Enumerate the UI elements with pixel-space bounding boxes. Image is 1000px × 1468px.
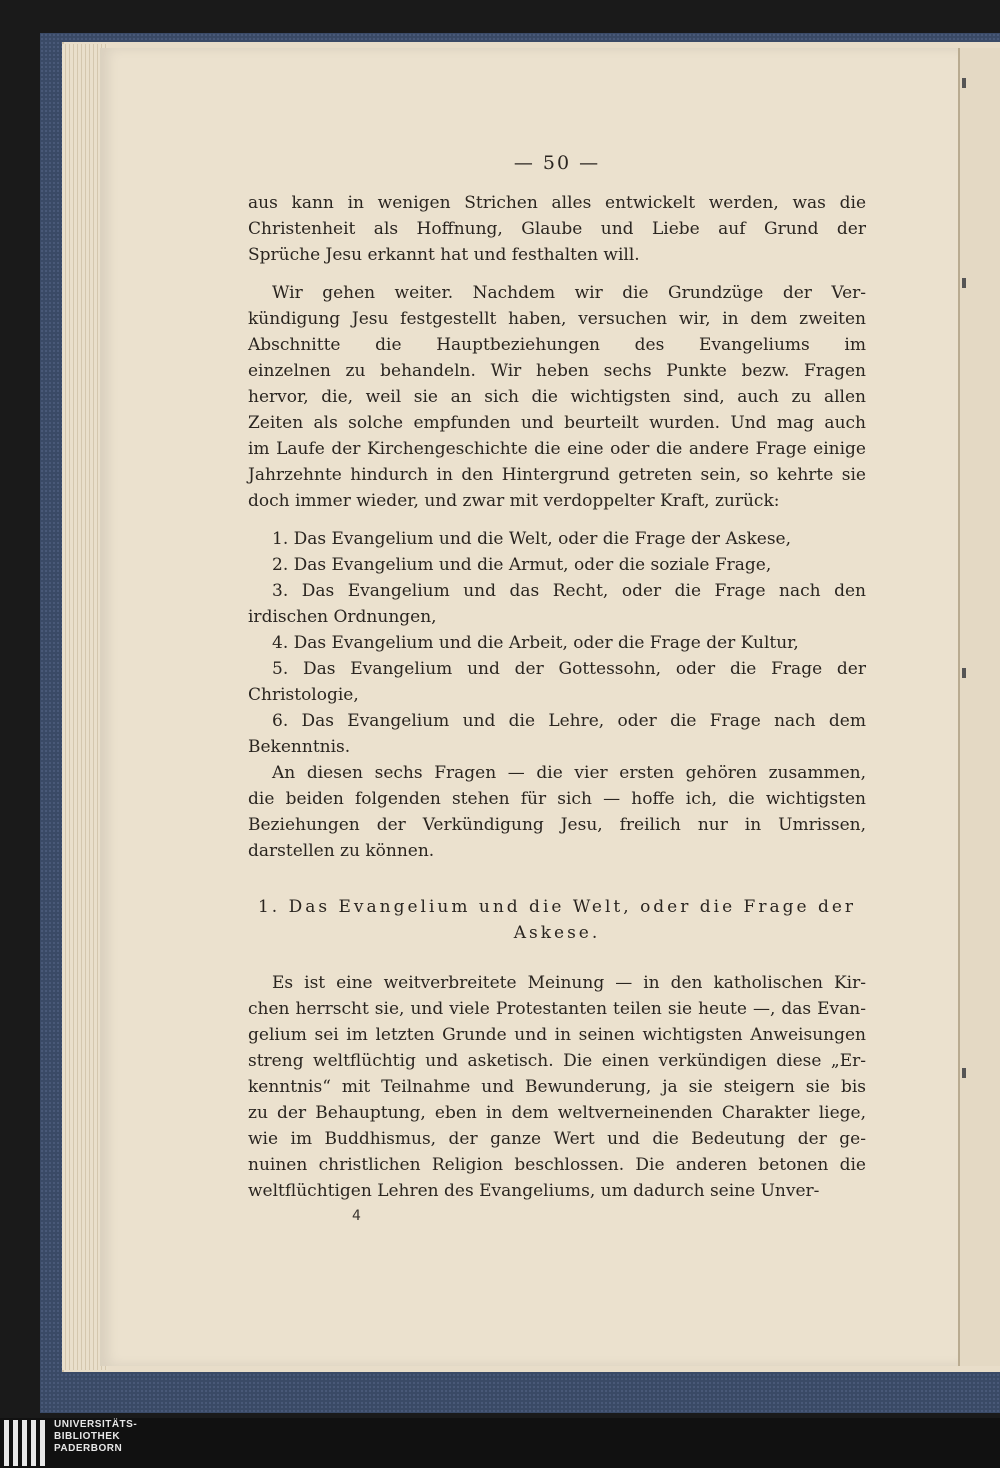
text-line: An diesen sechs Fragen — die vier ersten gehören zusammen, (272, 763, 866, 783)
page-text (248, 150, 866, 1216)
text-line: zu der Behauptung, eben in dem weltverneinenden Charakter liege, (248, 1103, 866, 1123)
page-number: — 50 — (513, 152, 601, 174)
library-logo-line3: PADERBORN (54, 1443, 123, 1454)
text-line: gelium sei im letzten Grunde und in seinen wichtigsten Anweisungen (248, 1025, 866, 1045)
text-line: aus kann in wenigen Strichen alles entwickelt werden, was die (248, 193, 866, 213)
page-mark (962, 78, 966, 88)
library-logo-text (54, 1419, 137, 1455)
text-line: Es ist eine weitverbreitete Meinung — in den katholischen Kir- (272, 973, 866, 993)
page-mark (962, 278, 966, 288)
list-item: 5. Das Evangelium und der Gottessohn, oder die Frage der (272, 659, 866, 679)
section-heading-line1: 1. Das Evangelium und die Welt, oder die Frage der (257, 897, 857, 917)
text-line: Sprüche Jesu erkannt hat und festhalten will. (248, 245, 640, 265)
text-line: doch immer wieder, und zwar mit verdoppelter Kraft, zurück: (248, 491, 780, 511)
section-paragraph (248, 970, 866, 1204)
text-line: hervor, die, weil sie an sich die wichtigsten sind, auch zu allen (248, 387, 866, 407)
library-logo (0, 1418, 1000, 1468)
signature-mark: 4 (352, 1208, 361, 1224)
library-logo-line1: UNIVERSITÄTS- (54, 1419, 138, 1430)
text-line: kündigung Jesu festgestellt haben, versuchen wir, in dem zweiten (248, 309, 866, 329)
text-line: einzelnen zu behandeln. Wir heben sechs Punkte bezw. Fragen (248, 361, 866, 381)
library-logo-line2: BIBLIOTHEK (54, 1431, 121, 1442)
text-line: im Laufe der Kirchengeschichte die eine oder die andere Frage einige (248, 439, 866, 459)
text-line: die beiden folgenden stehen für sich — hoffe ich, die wichtigsten (248, 789, 866, 809)
text-line: Abschnitte die Hauptbeziehungen des Evangeliums im (248, 335, 866, 355)
text-line: streng weltflüchtig und asketisch. Die einen verkündigen diese „Er- (248, 1051, 866, 1071)
text-line: nuinen christlichen Religion beschlossen. Die anderen betonen die (248, 1155, 866, 1175)
main-paragraph (248, 280, 866, 514)
section-heading (248, 894, 866, 946)
text-line: Zeiten als solche empfunden und beurteilt wurden. Und mag auch (248, 413, 866, 433)
list-item: 3. Das Evangelium und das Recht, oder die Frage nach den (272, 581, 866, 601)
list-item: 1. Das Evangelium und die Welt, oder die Frage der Askese, (272, 529, 792, 549)
list-item: Christologie, (248, 685, 359, 705)
closing-paragraph (248, 760, 866, 864)
text-line: Wir gehen weiter. Nachdem wir die Grundzüge der Ver- (272, 283, 866, 303)
text-line: darstellen zu können. (248, 841, 435, 861)
page-mark (962, 1068, 966, 1078)
question-list (248, 526, 866, 760)
text-line: Jahrzehnte hindurch in den Hintergrund getreten sein, so kehrte sie (248, 465, 866, 485)
list-item: 4. Das Evangelium und die Arbeit, oder die Frage der Kultur, (272, 633, 799, 653)
text-line: weltflüchtigen Lehren des Evangeliums, um dadurch seine Unver- (248, 1181, 820, 1201)
text-line: Beziehungen der Verkündigung Jesu, freilich nur in Umrissen, (248, 815, 866, 835)
list-item: Bekenntnis. (248, 737, 351, 757)
text-line: chen herrscht sie, und viele Protestanten teilen sie heute —, das Evan- (248, 999, 866, 1019)
section-heading-line2: Askese. (513, 923, 601, 943)
text-line: wie im Buddhismus, der ganze Wert und die Bedeutung der ge- (248, 1129, 866, 1149)
text-line: kenntnis“ mit Teilnahme und Bewunderung, ja sie steigern sie bis (248, 1077, 866, 1097)
list-item: irdischen Ordnungen, (248, 607, 437, 627)
intro-paragraph (248, 190, 866, 268)
text-line: Christenheit als Hoffnung, Glaube und Liebe auf Grund der (248, 219, 866, 239)
facing-page-edge (958, 48, 1000, 1366)
list-item: 6. Das Evangelium und die Lehre, oder die Frage nach dem (272, 711, 866, 731)
list-item: 2. Das Evangelium und die Armut, oder die soziale Frage, (272, 555, 772, 575)
page-mark (962, 668, 966, 678)
